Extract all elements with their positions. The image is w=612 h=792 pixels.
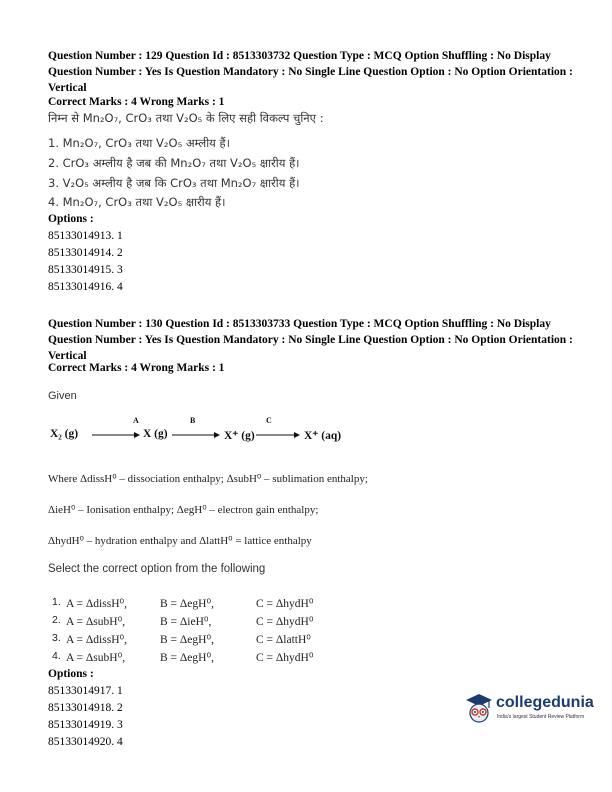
arrow-a-icon [92,430,140,440]
q129-option-4[interactable]: 85133014916. 4 [48,281,123,293]
row-c-value: C = ΔhydH⁰ [256,616,314,628]
species-x2-gas: X₂ (g) [50,428,79,440]
arrow-c-icon [256,430,300,440]
q130-options-label: Options : [48,668,94,680]
q129-choice-4: 4. Mn₂O₇, CrO₃ तथा V₂O₅ क्षारीय हैं। [48,195,226,209]
species-x-gas: X (g) [143,428,168,440]
arrow-label-a: A [133,416,139,425]
q129-option-3[interactable]: 85133014915. 3 [48,264,123,276]
row-b-value: B = ΔieH⁰, [160,616,212,628]
logo-tagline: India's largest Student Review Platform [497,714,585,720]
row-b-value: B = ΔegH⁰, [160,652,214,664]
collegedunia-logo [463,690,603,734]
q130-option-3[interactable]: 85133014919. 3 [48,719,123,731]
species-x-plus-aq: X⁺ (aq) [304,430,342,442]
graduate-owl-icon [463,692,495,724]
q130-definition-2: ΔieH⁰ – Ionisation enthalpy; ΔegH⁰ – electron gain enthalpy; [48,504,319,516]
arrow-label-c: C [266,416,272,425]
row-a-value: A = ΔsubH⁰, [66,652,126,664]
row-number: 2. [52,614,61,626]
q130-definition-1: Where ΔdissH⁰ – dissociation enthalpy; ΔsubH⁰ – sublimation enthalpy; [48,473,368,485]
row-a-value: A = ΔsubH⁰, [66,616,126,628]
q129-choice-3: 3. V₂O₅ अम्लीय है जब कि CrO₃ तथा Mn₂O₇ क्षारीय हैं। [48,176,300,190]
logo-wordmark: collegedunia [496,694,594,711]
q130-definition-3: ΔhydH⁰ – hydration enthalpy and ΔlattH⁰ = lattice enthalpy [48,535,312,547]
arrow-b-icon [172,430,220,440]
q130-header: Question Number : 130 Question Id : 8513303733 Question Type : MCQ Option Shuffling : No Display Question Number : Yes Is Question Mandatory : No Single Line Question Option : No Option Orientation : Vertical [48,318,573,362]
row-a-value: A = ΔdissH⁰, [66,634,127,646]
q129-options-label: Options : [48,213,94,225]
q129-choice-1: 1. Mn₂O₇, CrO₃ तथा V₂O₅ अम्लीय हैं। [48,136,230,150]
species-x-plus-gas: X⁺ (g) [224,430,255,442]
q129-marks: Correct Marks : 4 Wrong Marks : 1 [48,96,225,108]
row-c-value: C = ΔhydH⁰ [256,598,314,610]
q129-option-1[interactable]: 85133014913. 1 [48,230,123,242]
row-b-value: B = ΔegH⁰, [160,598,214,610]
row-number: 1. [52,596,61,608]
row-number: 4. [52,650,61,662]
q130-given: Given [48,390,77,402]
row-a-value: A = ΔdissH⁰, [66,598,127,610]
row-number: 3. [52,632,61,644]
q129-choice-2: 2. CrO₃ अम्लीय है जब की Mn₂O₇ तथा V₂O₅ क्षारीय हैं। [48,156,300,170]
q130-option-2[interactable]: 85133014918. 2 [48,702,123,714]
q129-question: निम्न से Mn₂O₇, CrO₃ तथा V₂O₅ के लिए सही विकल्प चुनिए : [48,111,324,125]
row-b-value: B = ΔegH⁰, [160,634,214,646]
q129-header: Question Number : 129 Question Id : 8513303732 Question Type : MCQ Option Shuffling : No Display Question Number : Yes Is Question Mandatory : No Single Line Question Option : No Option Orientation : Vertical [48,50,573,94]
q130-option-4[interactable]: 85133014920. 4 [48,736,123,748]
q130-option-1[interactable]: 85133014917. 1 [48,685,123,697]
q130-select-instruction: Select the correct option from the following [48,563,266,575]
q130-marks: Correct Marks : 4 Wrong Marks : 1 [48,362,225,374]
row-c-value: C = ΔhydH⁰ [256,652,314,664]
row-c-value: C = ΔlattH⁰ [256,634,311,646]
q129-option-2[interactable]: 85133014914. 2 [48,247,123,259]
arrow-label-b: B [190,416,196,425]
